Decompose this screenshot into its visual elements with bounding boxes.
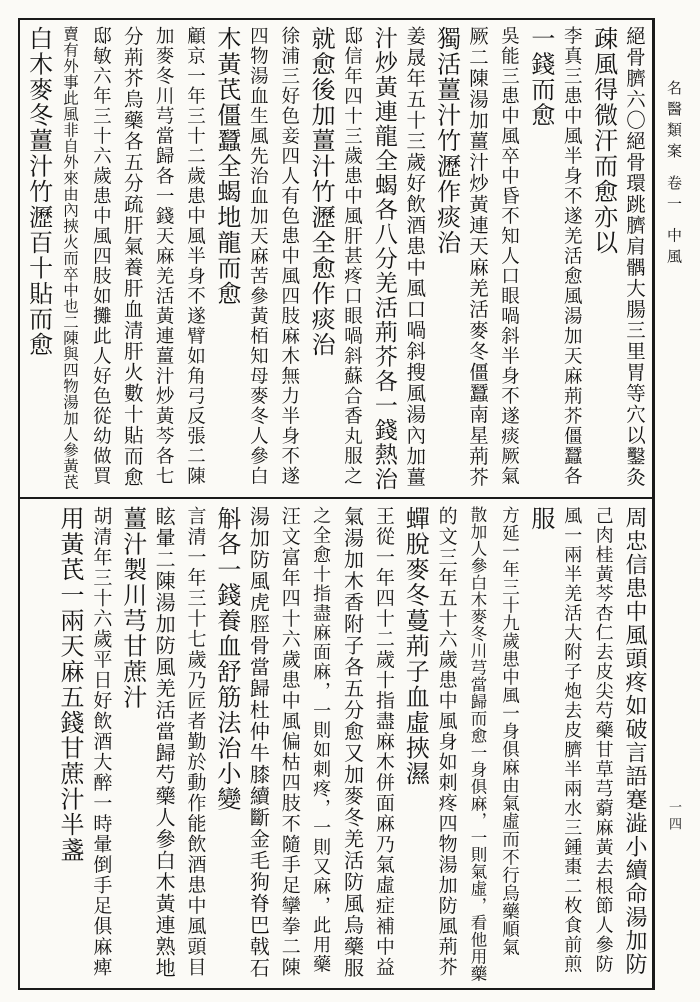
running-head: 名醫類案 卷一 中風 (665, 80, 683, 270)
margin-rule (654, 18, 655, 990)
text-column: 汁炒黃連龍全蝎各八分羌活荊芥各一錢熱治 (370, 26, 397, 491)
text-column: 蟬脫麥冬蔓荊子血虛挾濕 (401, 506, 430, 787)
folio: 一四 (666, 800, 681, 834)
top-panel (22, 26, 650, 491)
text-column: 獨活薑汁竹瀝作痰治 (432, 26, 461, 256)
text-column: 服 (526, 506, 555, 532)
text-column: 賣有外事此風非自外來由內挾火而卒中也二陳與四物湯加人參黃芪 (60, 26, 79, 490)
text-column: 徐浦三好色妾四人有色患中風四肢麻木無力半身不遂 (278, 26, 300, 486)
text-column: 周忠信患中風頭疼如破言語蹇澁小續命湯加防 (622, 506, 647, 976)
text-column: 就愈後加薑汁竹瀝全愈作痰治 (307, 26, 336, 358)
text-column: 邸信年四十三歲患中風肝甚疼口眼喎斜蘇合香丸服之 (341, 26, 363, 486)
text-column: 斛各一錢養血舒筋法治小變 (212, 506, 241, 812)
text-column: 姜晟年五十三歲好飲酒患中風口喎斜搜風湯內加薑 (403, 26, 427, 488)
text-column: 疎風得微汗而愈亦以 (589, 26, 618, 256)
text-column: 散加人參白木麥冬川芎當歸而愈一身俱麻，一則氣虛，看他用藥 (468, 506, 488, 982)
bottom-panel (22, 506, 650, 984)
text-column: 李真三患中風半身不遂羌活愈風湯加天麻荊芥僵蠶各 (561, 26, 583, 486)
text-column: 王從一年四十二歲十指盡麻木併面麻乃氣虛症補中益 (372, 506, 395, 978)
text-column: 用黃芪一兩天麻五錢甘蔗汁半盞 (55, 506, 84, 863)
text-column: 薑汁製川芎甘蔗汁 (118, 506, 147, 710)
text-column: 方延一年三十九歲患中風一身俱麻由氣虛而不行烏藥順氣 (499, 506, 520, 956)
text-column: 絕骨臍六〇絕骨環跳臍肩髃大腸三里胃等穴以鑿灸 (623, 26, 646, 488)
text-column: 胡清年三十六歲平日好飲酒大醉一時暈倒手足俱麻痺 (90, 506, 113, 978)
text-column: 的文三年五十六歲患中風身如刺疼四物湯加防風荊芥 (435, 506, 458, 978)
text-column: 己肉桂黃芩杏仁去皮尖芍藥甘草芎藭麻黃去根節人參防 (592, 506, 614, 974)
text-column: 湯加防風虎脛骨當歸杜仲牛膝續斷金毛狗脊巴戟石 (246, 506, 271, 979)
text-column: 之全愈十指盡麻面麻，一則如刺疼，一則又麻，此用藥 (310, 506, 332, 974)
panel-divider (18, 497, 654, 499)
text-column: 四物湯血生風先治血加天麻苦參黃栢知母麥冬人參白 (247, 26, 269, 486)
text-column: 木黃芪僵蠶全蝎地龍而愈 (212, 26, 241, 307)
text-column: 氣湯加木香附子各五分愈又加麥冬羌活防風烏藥服 (340, 506, 365, 979)
text-column: 厥二陳湯加薑汁炒黃連天麻羌活麥冬僵蠶南星荊芥 (466, 26, 490, 488)
text-column: 汪文富年四十六歲患中風偏枯四肢不隨手足攣拳二陳 (278, 506, 301, 978)
text-column: 分荊芥烏藥各五分疏肝氣養肝血清肝火數十貼而愈 (120, 26, 144, 488)
text-column: 風一兩半羌活大附子炮去皮臍半兩水三鍾棗二枚食前煎 (561, 506, 583, 974)
text-column: 一錢而愈 (526, 26, 555, 128)
text-column: 吳能三患中風卒中昏不知人口眼喎斜半身不遂痰厥氣 (498, 26, 520, 486)
text-column: 言清一年三十七歲乃匠者勤於動作能飲酒患中風頭目 (184, 506, 207, 978)
text-column: 加麥冬川芎當歸各一錢天麻羌活黃連薑汁炒黃芩各七 (153, 26, 175, 486)
text-column: 顧京一年三十二歲患中風半身不遂臂如角弓反張二陳 (184, 26, 206, 486)
text-column: 白木麥冬薑汁竹瀝百十貼而愈 (24, 26, 53, 358)
text-column: 眩暈二陳湯加防風羌活當歸芍藥人參白木黃連熟地 (152, 506, 177, 979)
text-column: 邸敏六年三十六歲患中風四肢如攤此人好色從幼做買 (90, 26, 112, 486)
